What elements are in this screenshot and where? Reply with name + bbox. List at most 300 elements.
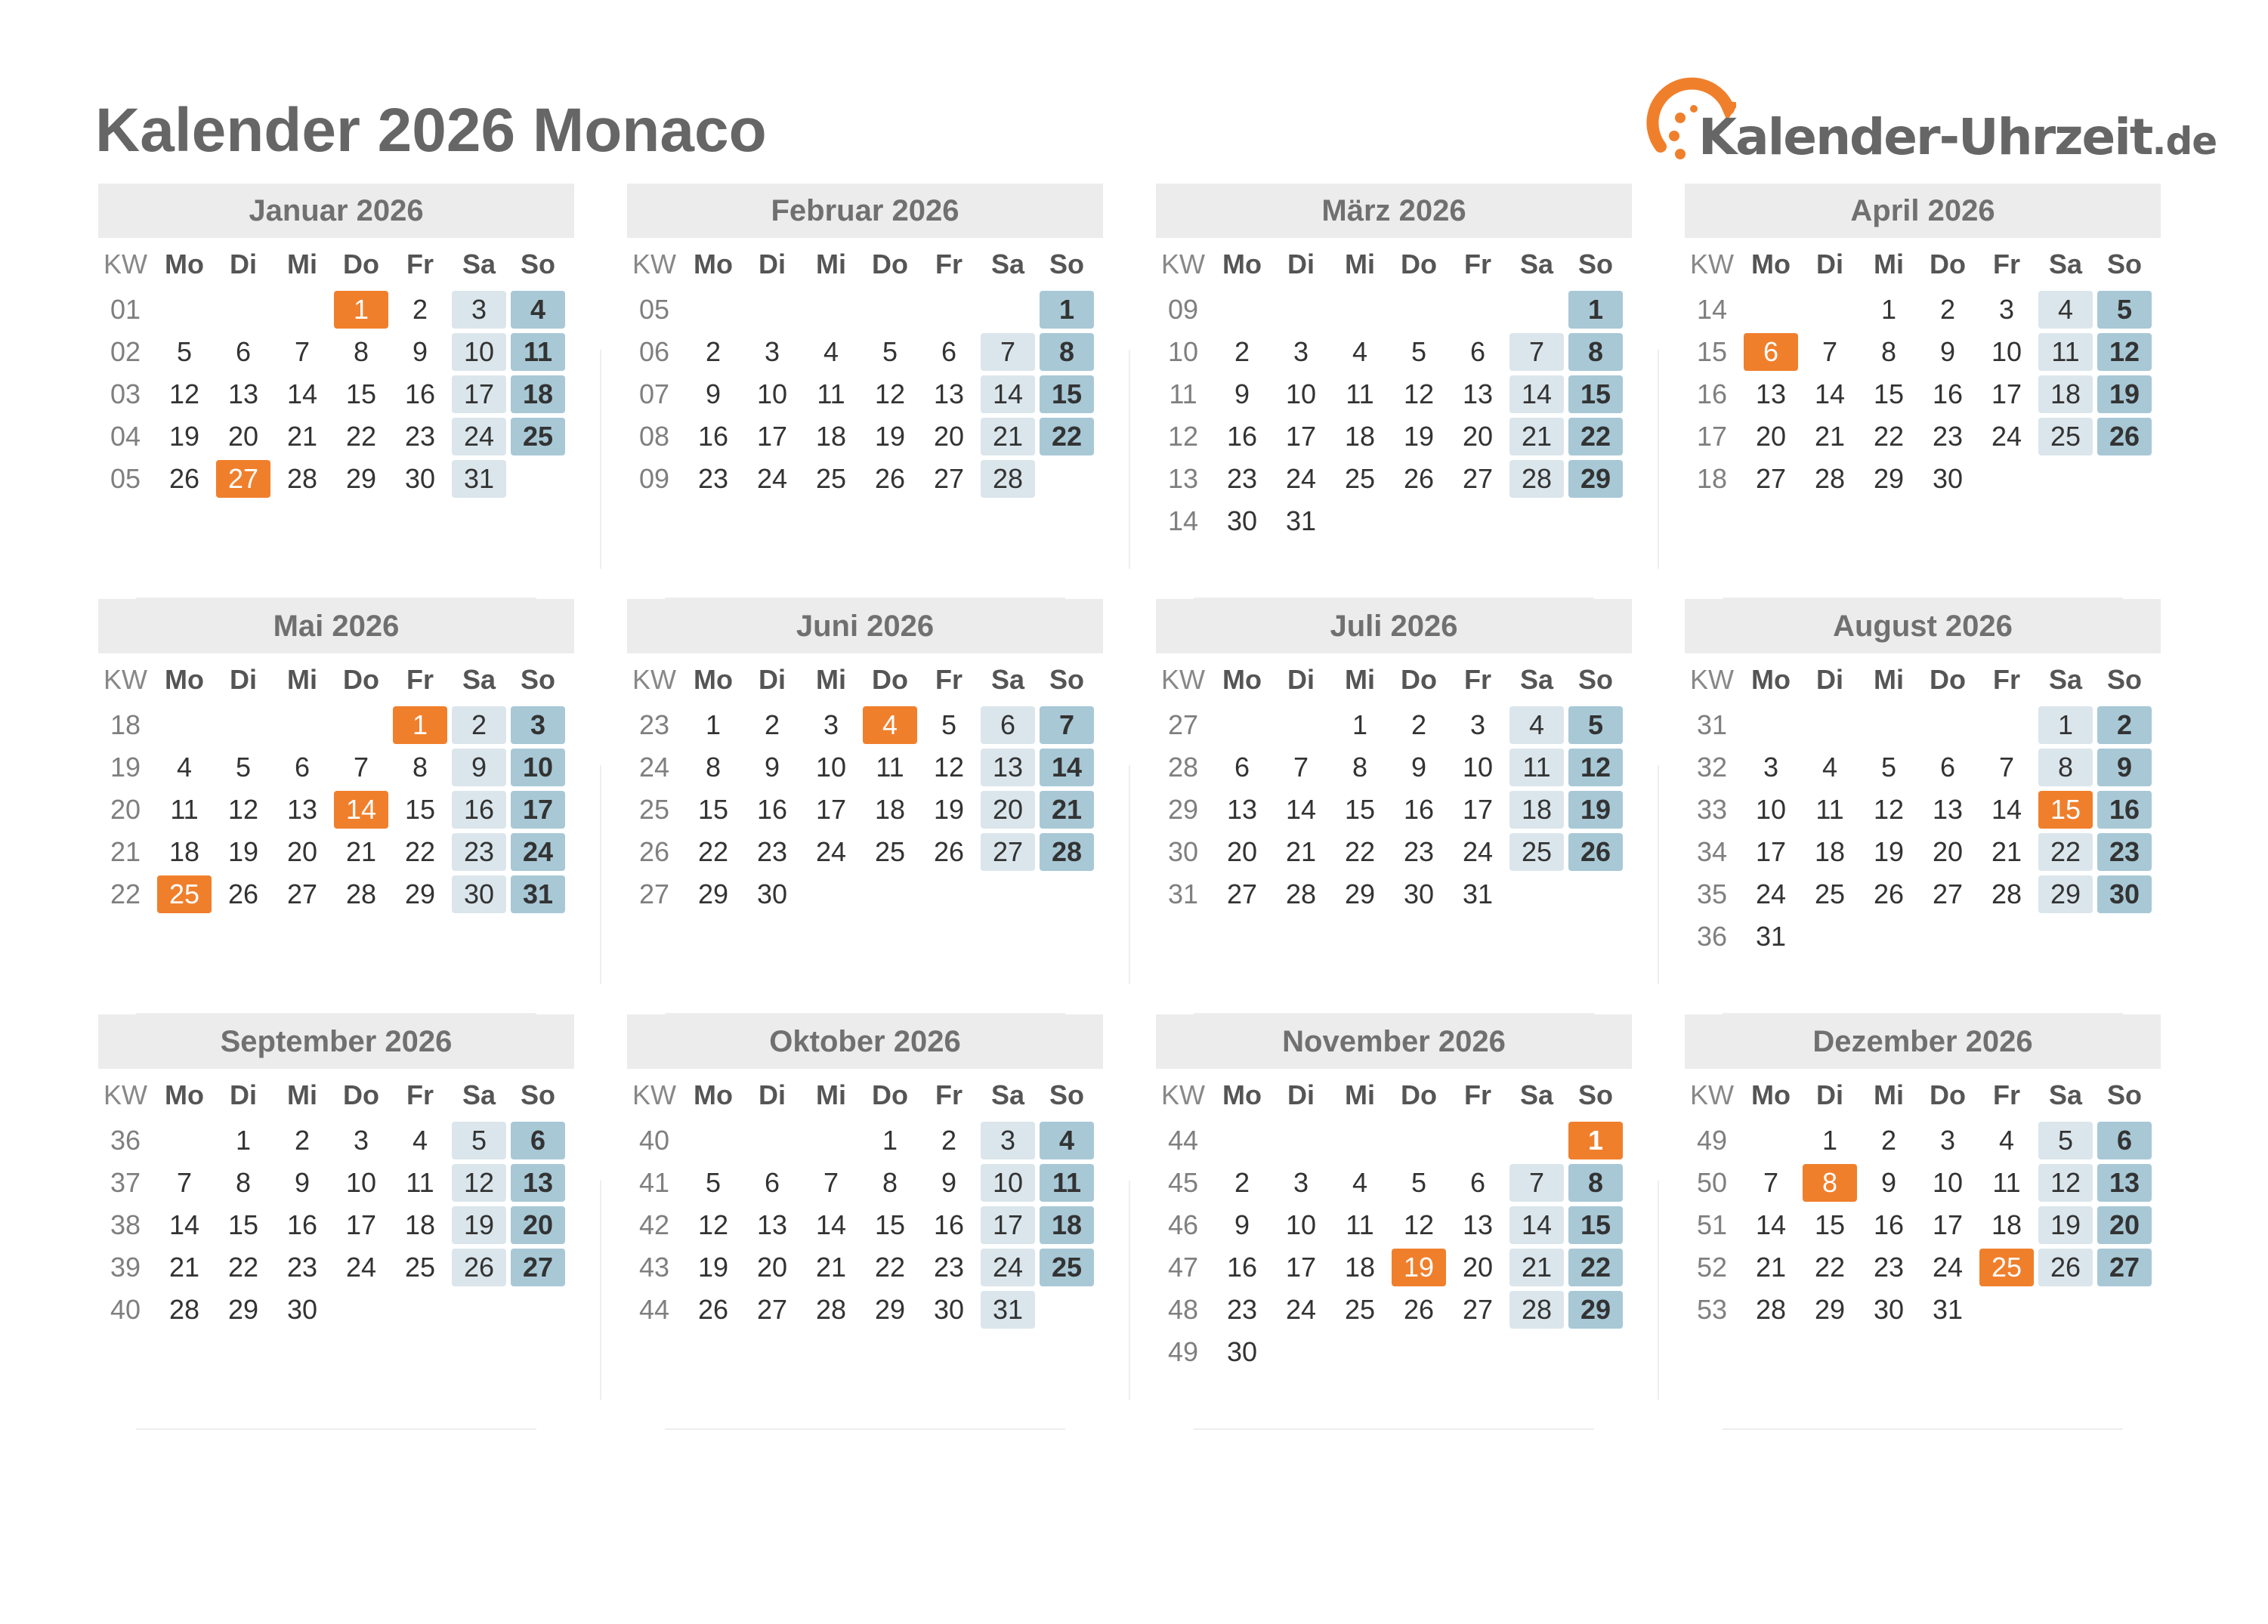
weekday-header: Di (1287, 249, 1315, 279)
weekday-header: Sa (1519, 249, 1554, 279)
month-card (627, 1014, 1103, 1430)
weekday-header: Do (872, 1079, 908, 1110)
horizontal-divider (1194, 1428, 1594, 1430)
day-cell: 7 (353, 752, 369, 783)
day-cell: 7 (981, 333, 1035, 371)
day-cell: 22 (1568, 1249, 1623, 1286)
week-row (1156, 502, 1623, 540)
day-cell: 29 (697, 878, 729, 909)
week-row (1156, 1291, 1623, 1329)
vertical-divider (600, 765, 601, 984)
day-cell: 22 (2038, 833, 2093, 871)
week-number: 18 (110, 709, 141, 740)
weekday-header: Fr (1993, 664, 2020, 695)
weekday-header: Sa (462, 664, 496, 695)
weekday-header: So (1577, 249, 1613, 279)
weekday-header: Mi (816, 1079, 846, 1110)
day-cell: 20 (1932, 836, 1964, 867)
day-cell: 8 (1880, 336, 1897, 367)
day-cell: 11 (1040, 1164, 1094, 1202)
day-cell: 5 (176, 336, 193, 367)
month-card (98, 1014, 574, 1430)
day-cell: 17 (1462, 794, 1494, 825)
day-cell: 14 (1509, 375, 1564, 413)
day-cell: 6 (1234, 752, 1250, 783)
day-cell: 5 (1411, 336, 1427, 367)
day-cell: 16 (1932, 378, 1964, 409)
day-cell: 27 (2097, 1249, 2152, 1286)
day-cell: 19 (227, 836, 259, 867)
day-cell (1392, 291, 1446, 329)
day-cell: 20 (1462, 1252, 1494, 1283)
weekday-header: Do (1401, 664, 1437, 695)
day-cell: 20 (511, 1206, 565, 1244)
week-number: 19 (110, 752, 141, 783)
day-cell: 30 (756, 878, 788, 909)
day-cell (1333, 1333, 1387, 1371)
day-cell (1744, 1122, 1798, 1159)
day-cell (1509, 1333, 1564, 1371)
week-row (627, 875, 1094, 913)
day-cell: 27 (1462, 463, 1494, 494)
day-cell: 20 (2097, 1206, 2152, 1244)
day-cell (511, 1291, 565, 1329)
day-cell: 26 (1568, 833, 1623, 871)
day-cell (1509, 291, 1564, 329)
day-cell: 28 (1040, 833, 1094, 871)
day-cell: 20 (1462, 421, 1494, 452)
day-cell: 4 (1998, 1125, 2015, 1156)
week-row (98, 1249, 565, 1286)
day-cell: 25 (1040, 1249, 1094, 1286)
day-cell: 31 (1755, 921, 1787, 952)
day-cell: 15 (2038, 791, 2093, 829)
week-number: 47 (1167, 1252, 1199, 1283)
day-cell: 3 (452, 291, 506, 329)
day-cell: 20 (1755, 421, 1787, 452)
day-cell (1920, 918, 1975, 956)
weekday-header: Sa (2048, 1079, 2083, 1110)
day-cell (1568, 502, 1623, 540)
day-cell: 6 (1469, 336, 1486, 367)
weekday-header: Di (230, 1079, 257, 1110)
week-row (627, 1206, 1094, 1244)
day-cell: 13 (933, 378, 965, 409)
day-cell (334, 706, 388, 744)
logo-text: Kalender-Uhrzeit.de (1698, 108, 2217, 166)
day-cell: 11 (1346, 378, 1374, 409)
weekday-header: Fr (1464, 664, 1491, 695)
week-number: 44 (638, 1294, 670, 1325)
week-number: 48 (1167, 1294, 1199, 1325)
day-cell: 19 (1873, 836, 1905, 867)
week-number: 52 (1696, 1252, 1728, 1283)
day-cell: 22 (1814, 1252, 1846, 1283)
day-cell: 18 (511, 375, 565, 413)
day-cell: 9 (452, 749, 506, 786)
day-cell (1392, 1122, 1446, 1159)
day-cell: 3 (1939, 1125, 1956, 1156)
day-cell: 26 (168, 463, 200, 494)
weekday-header: Fr (1993, 249, 2020, 279)
month-card (1156, 599, 1632, 1014)
weekday-header: Do (343, 1079, 379, 1110)
weekday-header: Mo (165, 249, 204, 279)
vertical-divider (1129, 350, 1130, 569)
day-cell: 8 (2038, 749, 2093, 786)
day-cell: 12 (2097, 333, 2152, 371)
day-cell: 18 (1814, 836, 1846, 867)
day-cell: 13 (1226, 794, 1258, 825)
week-row (627, 375, 1094, 413)
day-cell (1040, 1291, 1094, 1329)
day-cell: 14 (168, 1209, 200, 1240)
day-cell (216, 291, 270, 329)
week-row (627, 1291, 1094, 1329)
month-card (98, 599, 574, 1014)
day-cell: 23 (1403, 836, 1435, 867)
day-cell: 24 (1462, 836, 1494, 867)
day-cell: 14 (1040, 749, 1094, 786)
week-number: 32 (1696, 752, 1728, 783)
weekday-header: Do (1401, 249, 1437, 279)
day-cell (863, 291, 917, 329)
weekday-header: Mo (694, 1079, 733, 1110)
day-cell (1274, 1122, 1328, 1159)
day-cell: 24 (981, 1249, 1035, 1286)
day-cell: 6 (981, 706, 1035, 744)
day-cell: 4 (863, 706, 917, 744)
day-cell: 21 (168, 1252, 200, 1283)
day-cell: 9 (1234, 378, 1250, 409)
day-cell: 11 (406, 1167, 434, 1198)
day-cell (1451, 1333, 1505, 1371)
day-cell: 23 (2097, 833, 2152, 871)
week-number: 10 (1167, 336, 1199, 367)
day-cell (1215, 1122, 1269, 1159)
day-cell: 21 (1991, 836, 2022, 867)
day-cell: 2 (764, 709, 780, 740)
month-table (1680, 653, 2156, 960)
weekday-header: Di (230, 664, 257, 695)
day-cell: 10 (815, 752, 847, 783)
day-cell: 12 (2038, 1164, 2093, 1202)
day-cell (1862, 918, 1916, 956)
weekday-header: Mo (1222, 664, 1262, 695)
day-cell: 16 (452, 791, 506, 829)
day-cell: 27 (933, 463, 965, 494)
day-cell: 7 (1509, 333, 1564, 371)
day-cell: 8 (353, 336, 369, 367)
week-number: 42 (638, 1209, 670, 1240)
day-cell: 6 (2097, 1122, 2152, 1159)
day-cell: 22 (1040, 418, 1094, 455)
day-cell: 8 (1352, 752, 1368, 783)
day-cell: 23 (1932, 421, 1964, 452)
day-cell: 12 (1873, 794, 1905, 825)
weekday-header: Fr (1464, 249, 1491, 279)
day-cell: 26 (1403, 1294, 1435, 1325)
week-number: 30 (1167, 836, 1199, 867)
day-cell: 28 (1509, 460, 1564, 498)
day-cell: 3 (764, 336, 780, 367)
day-cell: 24 (1932, 1252, 1964, 1283)
week-row (1156, 1122, 1623, 1159)
day-cell: 26 (933, 836, 965, 867)
weekday-header: Sa (990, 249, 1025, 279)
day-cell: 15 (1873, 378, 1905, 409)
day-cell: 18 (2038, 375, 2093, 413)
weekday-header: Do (1930, 664, 1966, 695)
day-cell (1451, 291, 1505, 329)
day-cell: 21 (1509, 1249, 1564, 1286)
day-cell: 15 (874, 1209, 906, 1240)
week-number: 40 (638, 1125, 670, 1156)
day-cell: 30 (933, 1294, 965, 1325)
week-number: 26 (638, 836, 670, 867)
day-cell: 12 (227, 794, 259, 825)
week-row (98, 1206, 565, 1244)
month-title: Mai 2026 (98, 599, 574, 653)
week-number: 40 (110, 1294, 141, 1325)
week-row (1156, 833, 1623, 871)
day-cell: 28 (1814, 463, 1846, 494)
weekday-header: Sa (1519, 1079, 1554, 1110)
month-table (94, 238, 570, 502)
day-cell (2097, 918, 2152, 956)
day-cell: 11 (1346, 1209, 1374, 1240)
weekday-header: Sa (990, 664, 1025, 695)
day-cell (393, 1291, 447, 1329)
month-card (98, 184, 574, 599)
weekday-header: Sa (2048, 249, 2083, 279)
day-cell: 29 (1568, 1291, 1623, 1329)
weekday-header: Mi (1345, 249, 1375, 279)
day-cell: 15 (1040, 375, 1094, 413)
day-cell (1451, 1122, 1505, 1159)
day-cell (863, 875, 917, 913)
week-row (1156, 1249, 1623, 1286)
day-cell: 16 (286, 1209, 318, 1240)
week-row (1685, 791, 2152, 829)
day-cell: 29 (874, 1294, 906, 1325)
day-cell (452, 1291, 506, 1329)
week-number: 02 (110, 336, 141, 367)
weekday-header: Mo (694, 249, 733, 279)
week-row (1156, 375, 1623, 413)
day-cell: 27 (511, 1249, 565, 1286)
day-cell: 13 (1755, 378, 1787, 409)
day-cell: 5 (235, 752, 252, 783)
day-cell (1392, 1333, 1446, 1371)
weekday-header: Di (759, 664, 786, 695)
vertical-divider (600, 350, 601, 569)
day-cell: 22 (1568, 418, 1623, 455)
week-row (1156, 1206, 1623, 1244)
weekday-header: So (1049, 249, 1084, 279)
day-cell: 7 (823, 1167, 839, 1198)
day-cell: 15 (1568, 1206, 1623, 1244)
week-row (98, 749, 565, 786)
weekday-header: Do (1401, 1079, 1437, 1110)
week-number: 28 (1167, 752, 1199, 783)
week-row (1685, 918, 2152, 956)
week-number: 35 (1696, 878, 1728, 909)
day-cell: 27 (286, 878, 318, 909)
day-cell: 26 (1873, 878, 1905, 909)
week-row (1685, 333, 2152, 371)
day-cell: 1 (1880, 294, 1897, 325)
day-cell: 9 (705, 378, 721, 409)
day-cell: 9 (1234, 1209, 1250, 1240)
day-cell: 13 (1462, 1209, 1494, 1240)
week-number: 22 (110, 878, 141, 909)
month-card (1685, 1014, 2161, 1430)
weekday-header: Fr (406, 1079, 434, 1110)
day-cell (1979, 918, 2034, 956)
day-cell: 24 (452, 418, 506, 455)
weekday-header: Mo (1751, 1079, 1791, 1110)
day-cell: 2 (941, 1125, 957, 1156)
day-cell (216, 706, 270, 744)
day-cell: 21 (1814, 421, 1846, 452)
day-cell (1509, 875, 1564, 913)
day-cell: 28 (1285, 878, 1317, 909)
day-cell: 5 (1568, 706, 1623, 744)
day-cell: 5 (705, 1167, 721, 1198)
day-cell: 28 (1755, 1294, 1787, 1325)
weekday-header: So (1577, 664, 1613, 695)
day-cell: 12 (697, 1209, 729, 1240)
day-cell (275, 291, 329, 329)
week-row (98, 1122, 565, 1159)
weekday-header: Mo (165, 664, 204, 695)
weekday-header: Di (1816, 249, 1843, 279)
day-cell: 22 (404, 836, 436, 867)
day-cell: 22 (1873, 421, 1905, 452)
week-number: 03 (110, 378, 141, 409)
month-title: April 2026 (1685, 184, 2161, 238)
day-cell: 4 (1352, 1167, 1368, 1198)
horizontal-divider (1723, 1428, 2123, 1430)
day-cell: 28 (168, 1294, 200, 1325)
weekday-header: So (520, 664, 555, 695)
day-cell (686, 1122, 740, 1159)
day-cell: 28 (286, 463, 318, 494)
day-cell: 12 (168, 378, 200, 409)
day-cell: 23 (756, 836, 788, 867)
day-cell: 10 (1285, 1209, 1317, 1240)
day-cell: 7 (1763, 1167, 1779, 1198)
week-number: 05 (110, 463, 141, 494)
day-cell: 31 (1285, 505, 1317, 536)
day-cell: 1 (1568, 1122, 1623, 1159)
week-number: 27 (1167, 709, 1199, 740)
day-cell: 13 (1462, 378, 1494, 409)
day-cell: 2 (705, 336, 721, 367)
month-card (1156, 1014, 1632, 1430)
day-cell: 5 (882, 336, 898, 367)
week-number: 36 (110, 1125, 141, 1156)
day-cell: 31 (511, 875, 565, 913)
month-card (627, 184, 1103, 599)
week-number: 51 (1696, 1209, 1728, 1240)
day-cell: 10 (1285, 378, 1317, 409)
day-cell: 27 (1226, 878, 1258, 909)
day-cell: 11 (511, 333, 565, 371)
week-row (1156, 333, 1623, 371)
week-row (1685, 1122, 2152, 1159)
day-cell: 25 (2038, 418, 2093, 455)
week-row (627, 833, 1094, 871)
day-cell (157, 706, 212, 744)
day-cell: 3 (981, 1122, 1035, 1159)
day-cell: 16 (1226, 421, 1258, 452)
month-table (1680, 1069, 2156, 1333)
day-cell: 22 (697, 836, 729, 867)
day-cell (2038, 918, 2093, 956)
month-card (627, 599, 1103, 1014)
day-cell: 25 (874, 836, 906, 867)
day-cell: 19 (1392, 1249, 1446, 1286)
day-cell: 29 (227, 1294, 259, 1325)
day-cell: 30 (2097, 875, 2152, 913)
month-title: November 2026 (1156, 1014, 1632, 1069)
day-cell: 11 (2038, 333, 2093, 371)
day-cell: 26 (697, 1294, 729, 1325)
day-cell (686, 291, 740, 329)
week-number: 14 (1167, 505, 1199, 536)
day-cell: 30 (452, 875, 506, 913)
day-cell: 7 (294, 336, 311, 367)
day-cell: 4 (412, 1125, 428, 1156)
month-card (1685, 599, 2161, 1014)
day-cell: 25 (404, 1252, 436, 1283)
weekday-header: Mi (1874, 664, 1904, 695)
day-cell: 31 (1462, 878, 1494, 909)
day-cell: 8 (882, 1167, 898, 1198)
day-cell: 21 (981, 418, 1035, 455)
day-cell: 17 (1285, 421, 1317, 452)
day-cell: 24 (345, 1252, 377, 1283)
week-row (627, 418, 1094, 455)
day-cell: 3 (1998, 294, 2015, 325)
week-number: 11 (1169, 378, 1197, 409)
day-cell: 27 (216, 460, 270, 498)
day-cell: 6 (1469, 1167, 1486, 1198)
month-title: August 2026 (1685, 599, 2161, 653)
day-cell: 20 (227, 421, 259, 452)
day-cell: 9 (1939, 336, 1956, 367)
day-cell: 3 (823, 709, 839, 740)
month-table (623, 653, 1098, 918)
day-cell: 14 (815, 1209, 847, 1240)
day-cell: 16 (1403, 794, 1435, 825)
week-row (1685, 375, 2152, 413)
week-number: 07 (638, 378, 670, 409)
month-table (1151, 653, 1627, 918)
week-row (98, 791, 565, 829)
weekday-header: Do (343, 664, 379, 695)
day-cell: 29 (1873, 463, 1905, 494)
day-cell (334, 1291, 388, 1329)
day-cell (2038, 1291, 2093, 1329)
week-row (1685, 460, 2152, 498)
day-cell: 29 (1814, 1294, 1846, 1325)
weekday-header: Mi (287, 249, 317, 279)
day-cell: 4 (1822, 752, 1838, 783)
day-cell: 22 (227, 1252, 259, 1283)
